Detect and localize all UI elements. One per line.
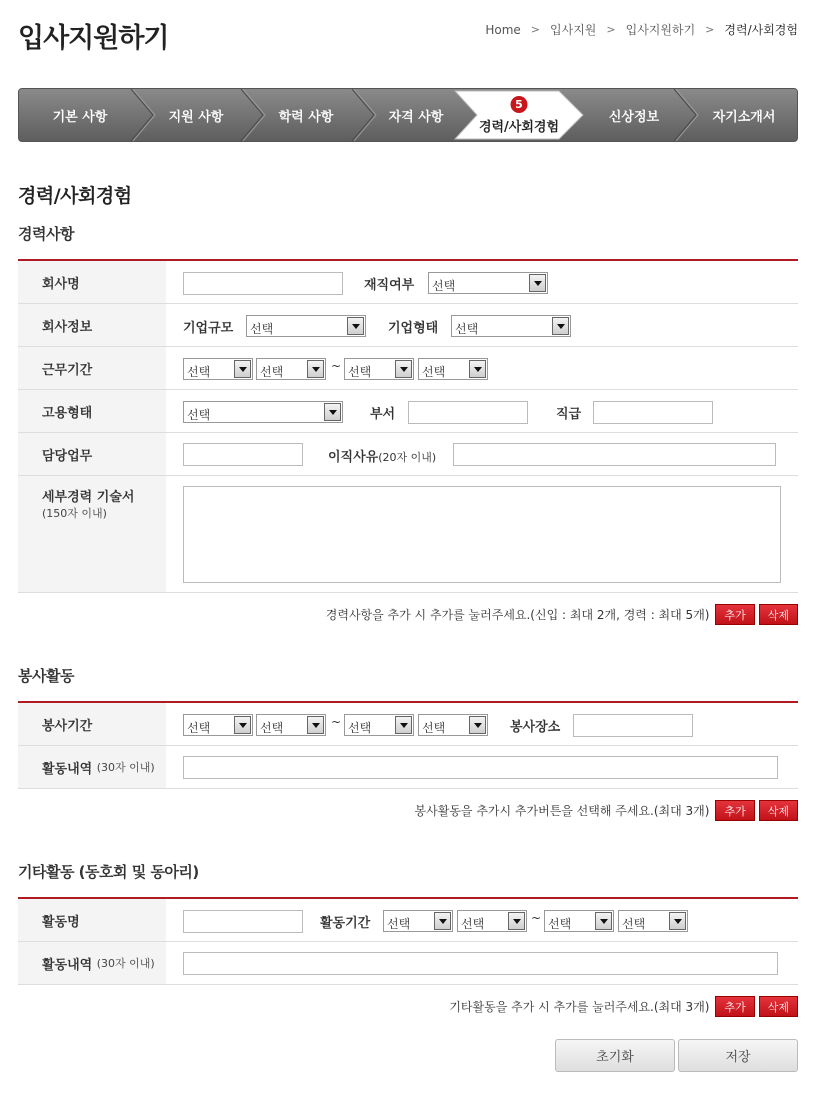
volunteer-content-input[interactable] (183, 756, 778, 779)
dept-input[interactable] (408, 401, 528, 424)
career-table (18, 259, 798, 593)
page-title: 입사지원하기 (18, 23, 169, 54)
career-row-info (18, 304, 798, 347)
volunteer-table (18, 701, 798, 789)
period-end-month-select[interactable]: 선택 (418, 358, 488, 380)
reason-label: 이직사유(20자 이내) (328, 450, 437, 465)
breadcrumb-current: 경력/사회경험 (724, 23, 798, 37)
volunteer-add-button[interactable]: 추가 (715, 800, 754, 821)
detail-label: 세부경력 기술서 (150자 이내) (18, 476, 166, 592)
reason-input[interactable] (453, 443, 776, 466)
position-label: 직급 (556, 407, 582, 422)
other-name-label: 활동명 (18, 899, 166, 941)
period-start-month-select[interactable]: 선택 (256, 358, 326, 380)
dropdown-arrow-icon (395, 360, 412, 378)
career-actions (326, 604, 798, 625)
career-row-employment (18, 390, 798, 433)
chevron-right-icon: > (705, 23, 715, 36)
employed-select[interactable]: 선택 (428, 272, 548, 294)
step-number-badge: 5 (511, 96, 528, 113)
dropdown-arrow-icon (324, 403, 341, 421)
dropdown-arrow-icon (508, 912, 525, 930)
position-input[interactable] (593, 401, 713, 424)
period-label: 근무기간 (18, 347, 166, 389)
volunteer-note: 봉사활동을 추가시 추가버튼을 선택해 주세요.(최대 3개) (414, 804, 710, 818)
dropdown-arrow-icon (434, 912, 451, 930)
career-row-company (18, 261, 798, 304)
other-title: 기타활동 (동호회 및 동아리) (18, 863, 199, 881)
volunteer-row-content (18, 746, 798, 789)
dept-label: 부서 (370, 407, 396, 422)
career-note: 경력사항을 추가 시 추가를 눌러주세요.(신입 : 최대 2개, 경력 : 최대 5개) (325, 608, 710, 622)
dropdown-arrow-icon (395, 716, 412, 734)
step-education[interactable]: 학력 사항 (278, 109, 334, 125)
employment-select[interactable]: 선택 (183, 401, 343, 423)
other-note: 기타활동을 추가 시 추가를 눌러주세요.(최대 3개) (449, 1000, 710, 1014)
other-end-year-select[interactable]: 선택 (544, 910, 614, 932)
volunteer-delete-button[interactable]: 삭제 (759, 800, 798, 821)
career-add-button[interactable]: 추가 (715, 604, 754, 625)
other-period-label: 활동기간 (320, 916, 371, 931)
type-select[interactable]: 선택 (451, 315, 571, 337)
step-basic[interactable]: 기본 사항 (52, 109, 108, 125)
other-table (18, 897, 798, 985)
dropdown-arrow-icon (669, 912, 686, 930)
other-start-month-select[interactable]: 선택 (457, 910, 527, 932)
volunteer-start-year-select[interactable]: 선택 (183, 714, 253, 736)
career-delete-button[interactable]: 삭제 (759, 604, 798, 625)
volunteer-row-period: 봉사기간 선택 선택 ~ 선택 선택 봉사장소 (18, 703, 798, 746)
step-career-active[interactable]: 5 경력/사회경험 (478, 98, 560, 135)
dropdown-arrow-icon (307, 716, 324, 734)
duty-input[interactable] (183, 443, 303, 466)
reset-button[interactable]: 초기화 (555, 1039, 675, 1072)
step-navigation (18, 88, 798, 142)
volunteer-actions (415, 800, 798, 821)
other-name-input[interactable] (183, 910, 303, 933)
detail-textarea[interactable] (183, 486, 781, 583)
step-personal[interactable]: 신상정보 (608, 109, 660, 125)
company-info-label: 회사정보 (18, 304, 166, 346)
other-row-content (18, 942, 798, 985)
period-end-year-select[interactable]: 선택 (344, 358, 414, 380)
dropdown-arrow-icon (307, 360, 324, 378)
company-input[interactable] (183, 272, 343, 295)
volunteer-end-year-select[interactable]: 선택 (344, 714, 414, 736)
company-label: 회사명 (18, 261, 166, 303)
dropdown-arrow-icon (234, 716, 251, 734)
career-row-period: 근무기간 선택 선택 ~ 선택 선택 (18, 347, 798, 390)
career-row-duty (18, 433, 798, 476)
breadcrumb-apply[interactable]: 입사지원 (550, 23, 597, 37)
breadcrumb-apply-now[interactable]: 입사지원하기 (625, 23, 696, 37)
other-content-input[interactable] (183, 952, 778, 975)
step-application[interactable]: 지원 사항 (168, 109, 224, 125)
employed-label: 재직여부 (364, 278, 415, 293)
other-end-month-select[interactable]: 선택 (618, 910, 688, 932)
other-content-label: 활동내역 (30자 이내) (18, 942, 166, 984)
career-title: 경력사항 (18, 225, 74, 243)
volunteer-start-month-select[interactable]: 선택 (256, 714, 326, 736)
period-start-year-select[interactable]: 선택 (183, 358, 253, 380)
save-button[interactable]: 저장 (678, 1039, 798, 1072)
employment-label: 고용형태 (18, 390, 166, 432)
chevron-right-icon: > (530, 23, 541, 36)
volunteer-title: 봉사활동 (18, 667, 74, 685)
volunteer-period-label: 봉사기간 (18, 703, 166, 745)
size-select[interactable]: 선택 (246, 315, 366, 337)
dropdown-arrow-icon (469, 360, 486, 378)
volunteer-end-month-select[interactable]: 선택 (418, 714, 488, 736)
breadcrumb (485, 21, 798, 38)
dropdown-arrow-icon (469, 716, 486, 734)
step-self-intro[interactable]: 자기소개서 (712, 109, 776, 125)
other-start-year-select[interactable]: 선택 (383, 910, 453, 932)
type-label: 기업형태 (388, 321, 439, 336)
duty-label: 담당업무 (18, 433, 166, 475)
other-row-name: 활동명 활동기간 선택 선택 ~ 선택 선택 (18, 899, 798, 942)
dropdown-arrow-icon (595, 912, 612, 930)
other-add-button[interactable]: 추가 (715, 996, 754, 1017)
section-title: 경력/사회경험 (18, 185, 132, 207)
other-delete-button[interactable]: 삭제 (759, 996, 798, 1017)
dropdown-arrow-icon (529, 274, 546, 292)
size-label: 기업규모 (183, 321, 234, 336)
dropdown-arrow-icon (552, 317, 569, 335)
volunteer-content-label: 활동내역 (30자 이내) (18, 746, 166, 788)
career-row-detail (18, 476, 798, 593)
volunteer-place-input[interactable] (573, 714, 693, 737)
step-qualification[interactable]: 자격 사항 (388, 109, 444, 125)
dropdown-arrow-icon (234, 360, 251, 378)
other-actions (449, 996, 798, 1017)
dropdown-arrow-icon (347, 317, 364, 335)
chevron-right-icon: > (606, 23, 616, 36)
volunteer-place-label: 봉사장소 (510, 720, 561, 735)
breadcrumb-home[interactable]: Home (485, 22, 521, 37)
